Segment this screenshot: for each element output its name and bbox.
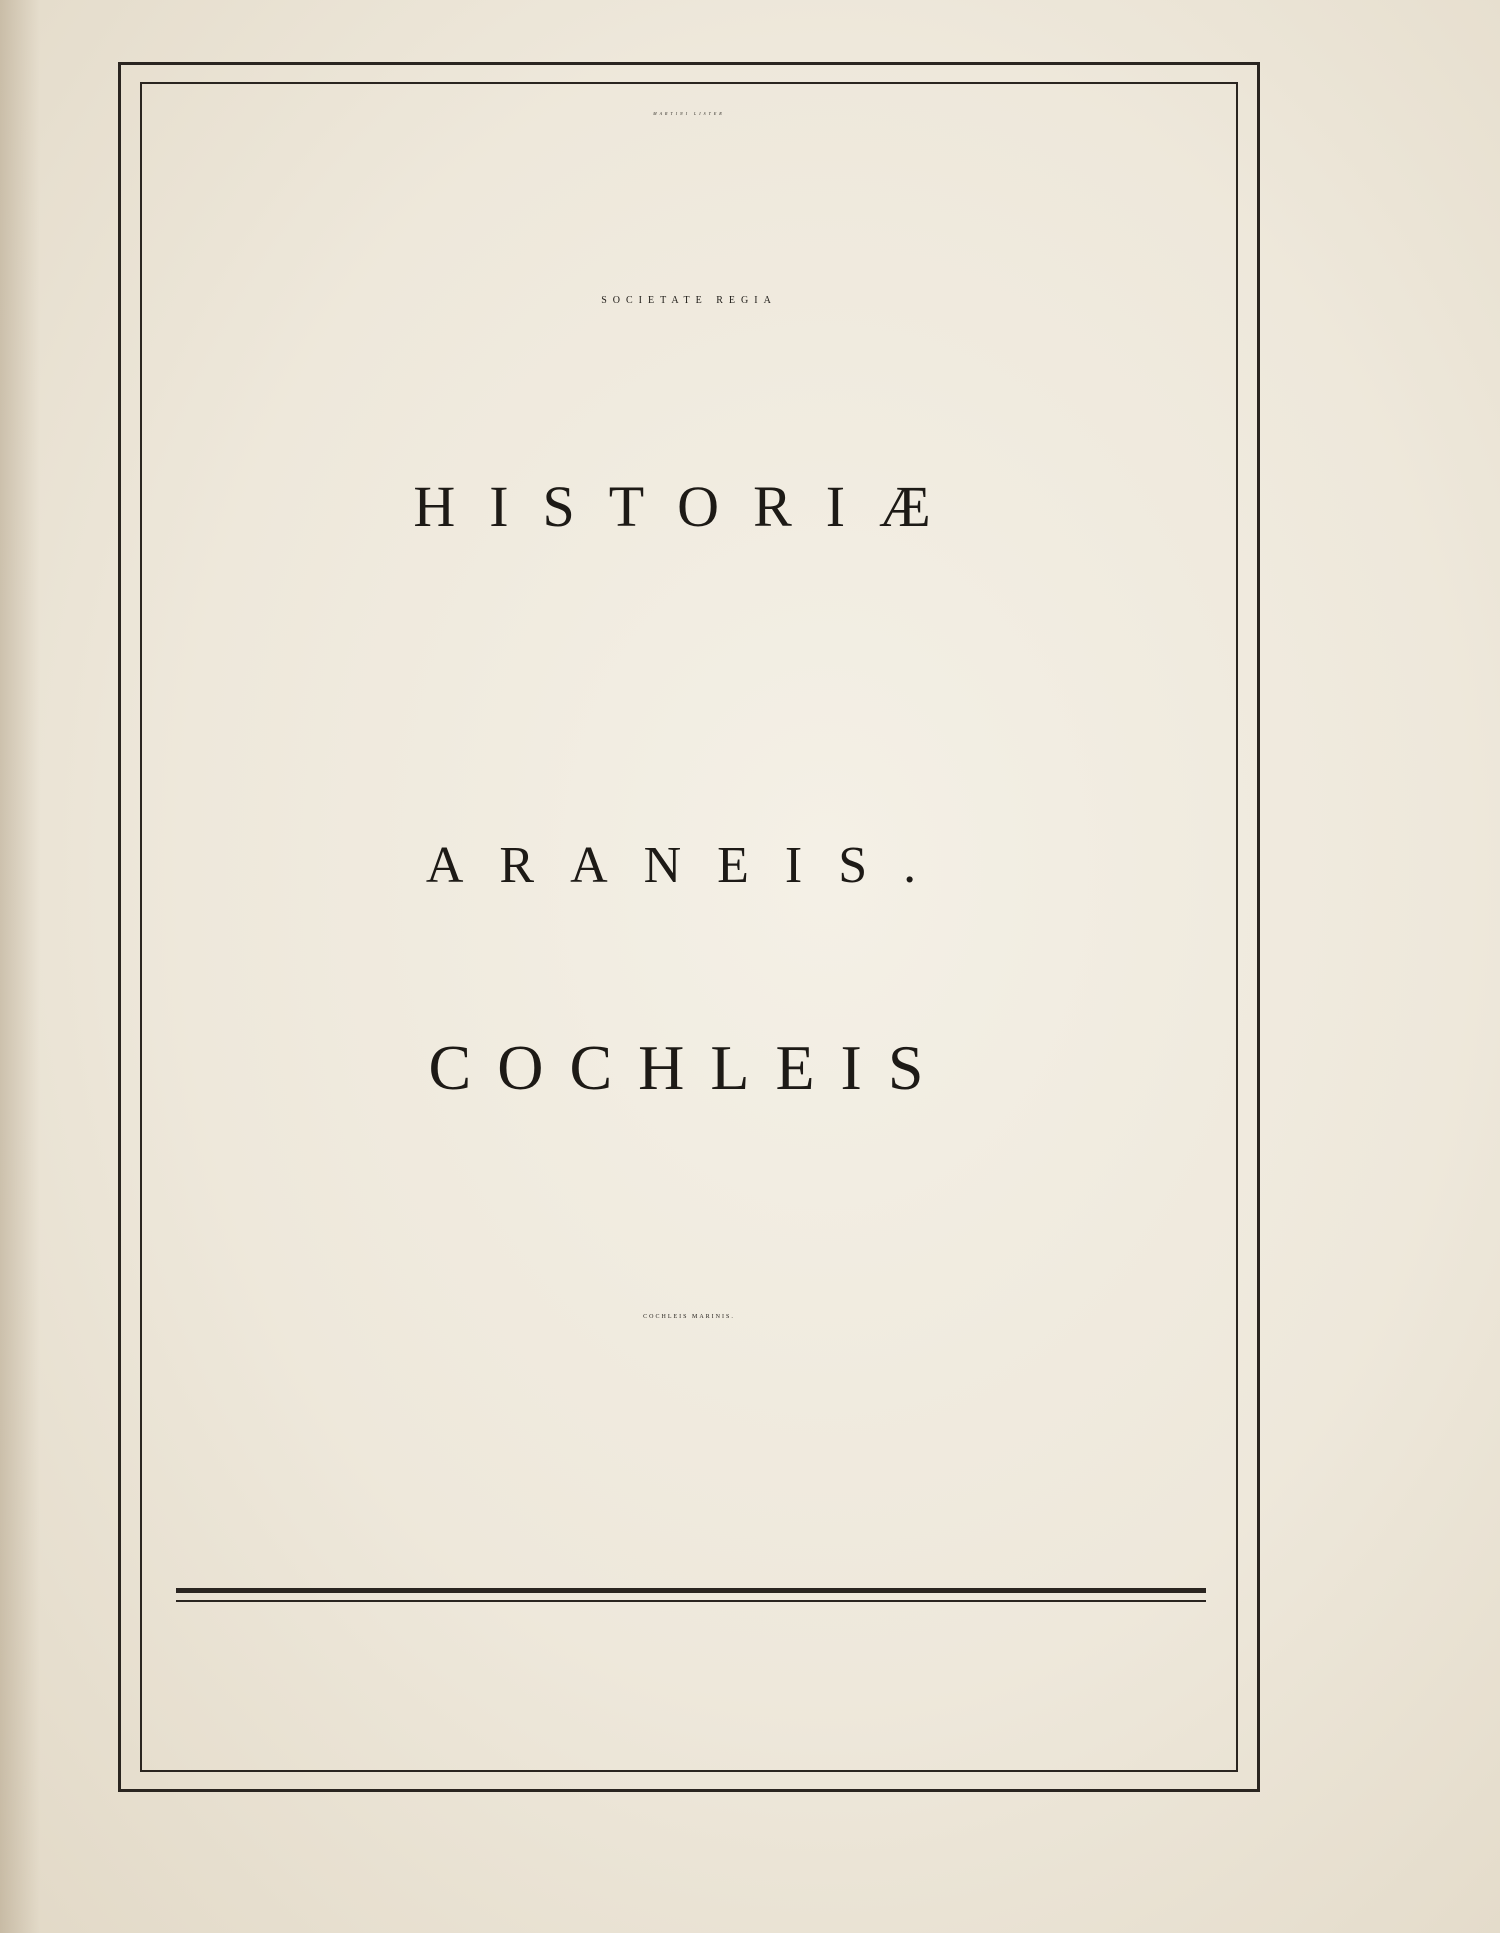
title-page-inner-border xyxy=(140,82,1238,1772)
title-cochleis-marinis: COCHLEIS MARINIS. xyxy=(643,1314,735,1320)
title-cochleis: COCHLEIS xyxy=(428,1032,950,1103)
main-title-historiae: HISTORIÆ xyxy=(413,474,965,539)
book-gutter-shadow xyxy=(0,0,40,1933)
author-name: MARTINI LISTER xyxy=(653,111,725,116)
imprint-rule-thick xyxy=(176,1588,1206,1593)
title-araneis: ARANEIS. xyxy=(425,837,953,894)
imprint-rule-thin xyxy=(176,1600,1206,1602)
society-name: SOCIETATE REGIA xyxy=(601,295,777,306)
